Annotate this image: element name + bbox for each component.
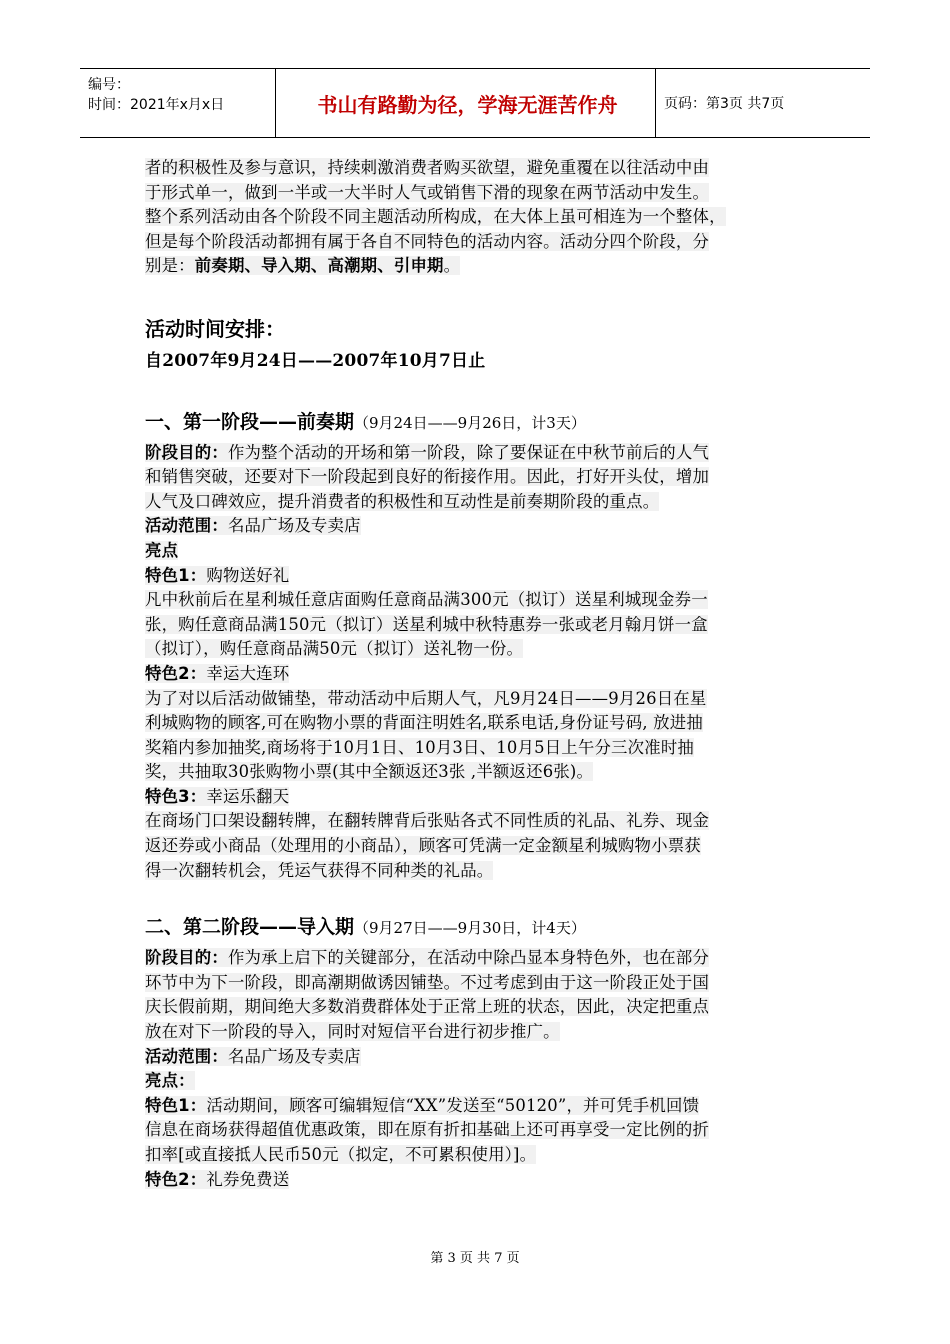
purpose-label: 阶段目的： [145, 442, 228, 462]
feature-label: 特色2： [145, 663, 207, 683]
feature-title: 幸运乐翻天 [206, 786, 290, 806]
intro-line: 别是： [145, 256, 195, 276]
stage2-heading [145, 913, 815, 942]
intro-line: 者的积极性及参与意识，持续刺激消费者购买欲望，避免重覆在以往活动中由 [145, 158, 710, 177]
feature-label: 特色1： [145, 565, 207, 585]
scope-value: 名品广场及专卖店 [227, 1046, 361, 1066]
feature-text [145, 1094, 815, 1168]
purpose-line: 作为整个活动的开场和第一阶段，除了要保证在中秋节前后的人气 [227, 442, 710, 462]
feature-line: 返还券或小商品（处理用的小商品），顾客可凭满一定金额星利城购物小票获 [145, 836, 701, 856]
purpose-line: 庆长假前期，期间绝大多数消费群体处于正常上班的状态，因此，决定把重点 [145, 997, 710, 1017]
feature-line: 在商场门口架设翻转牌，在翻转牌背后张贴各式不同性质的礼品、礼券、现金 [145, 811, 710, 831]
feature-line: 张，购任意商品满150元（拟订）送星利城中秋特惠券一张或老月翰月饼一盒 [145, 614, 708, 634]
feature-heading [145, 662, 815, 687]
scope-label: 活动范围： [145, 516, 228, 536]
intro-line: 于形式单一，做到一半或一大半时人气或销售下滑的现象在两节活动中发生。 [145, 182, 710, 202]
feature-line: （拟订），购任意商品满50元（拟订）送礼物一份。 [145, 639, 524, 659]
number-label: 编号： [88, 77, 130, 93]
intro-stages: 前奏期、导入期、高潮期、引申期 [194, 256, 444, 276]
stage2-purpose [145, 946, 815, 1044]
feature-text [145, 588, 815, 662]
scope-label: 活动范围： [145, 1046, 228, 1066]
purpose-line: 环节中为下一阶段，即高潮期做诱因铺垫。不过考虑到由于这一阶段正处于国 [145, 972, 710, 992]
schedule-title: 活动时间安排： [145, 316, 285, 341]
feature-heading [145, 785, 815, 810]
feature-label: 特色1： [145, 1095, 207, 1115]
intro-end: 。 [443, 256, 461, 276]
feature-line: 奖箱内参加抽奖,商场将于10月1日、10月3日、10月5日上午分三次准时抽 [145, 737, 695, 757]
header-motto: 书山有路勤为径，学海无涯苦作舟 [317, 92, 618, 117]
header-meta [88, 75, 224, 115]
stage1-title: 一、第一阶段——前奏期 [145, 410, 355, 433]
time-label: 时间：2021年x月x日 [88, 97, 225, 113]
purpose-line: 放在对下一阶段的导入，同时对短信平台进行初步推广。 [145, 1022, 560, 1042]
purpose-label: 阶段目的： [145, 948, 228, 968]
header-page-info: 页码：第3页 共7页 [664, 96, 785, 112]
stage1-heading [145, 408, 815, 437]
page-header [80, 68, 870, 138]
stage2-subtitle: （9月27日——9月30日，计4天） [354, 919, 586, 938]
feature-line: 利城购物的顾客,可在购物小票的背面注明姓名,联系电话,身份证号码, 放进抽 [145, 713, 703, 733]
feature-line: 奖，共抽取30张购物小票(其中全额返还3张 ,半额返还6张)。 [145, 762, 594, 782]
stage1-subtitle: （9月24日——9月26日，计3天） [354, 413, 586, 432]
feature-label: 特色2： [145, 1169, 207, 1189]
feature-line: 为了对以后活动做铺垫，带动活动中后期人气，凡9月24日——9月26日在星 [145, 688, 707, 708]
purpose-line: 和销售突破，还要对下一阶段起到良好的衔接作用。因此，打好开头仗，增加 [145, 467, 710, 487]
scope-value: 名品广场及专卖店 [227, 516, 361, 536]
feature-heading [145, 1168, 815, 1193]
intro-paragraph [145, 156, 815, 279]
feature-line: 得一次翻转机会，凭运气获得不同种类的礼品。 [145, 860, 494, 880]
feature-label: 特色3： [145, 786, 207, 806]
feature-line: 扣率[或直接抵人民币50元（拟定，不可累积使用）]。 [145, 1145, 537, 1164]
intro-line: 但是每个阶段活动都拥有属于各自不同特色的活动内容。活动分四个阶段，分 [145, 231, 710, 251]
feature-line: 活动期间，顾客可编辑短信“XX”发送至“50120”，并可凭手机回馈 [206, 1095, 700, 1115]
intro-line: 整个系列活动由各个阶段不同主题活动所构成，在大体上虽可相连为一个整体， [145, 207, 726, 227]
schedule-range: 自2007年9月24日——2007年10月7日止 [145, 350, 486, 371]
page-footer: 第 3 页 共 7 页 [430, 1251, 520, 1266]
highlights-label: 亮点： [145, 1071, 195, 1091]
divider [655, 69, 656, 137]
document-body [145, 156, 815, 1192]
stage1-highlights [145, 539, 815, 564]
highlights-label: 亮点 [145, 540, 179, 560]
feature-line: 凡中秋前后在星利城任意店面购任意商品满300元（拟订）送星利城现金券一 [145, 590, 708, 610]
feature-title: 礼券免费送 [206, 1169, 290, 1189]
feature-heading [145, 564, 815, 589]
feature-text [145, 809, 815, 883]
stage2-highlights [145, 1069, 815, 1094]
feature-title: 幸运大连环 [206, 663, 290, 683]
divider [275, 69, 276, 137]
feature-title: 购物送好礼 [206, 565, 290, 585]
feature-text [145, 687, 815, 785]
stage2-title: 二、第二阶段——导入期 [145, 916, 355, 939]
purpose-line: 作为承上启下的关键部分，在活动中除凸显本身特色外，也在部分 [227, 948, 710, 968]
purpose-line: 人气及口碑效应，提升消费者的积极性和互动性是前奏期阶段的重点。 [145, 491, 660, 511]
stage1-purpose [145, 441, 815, 515]
stage2-scope [145, 1045, 815, 1070]
feature-line: 信息在商场获得超值优惠政策，即在原有折扣基础上还可再享受一定比例的折 [145, 1120, 710, 1140]
stage1-scope [145, 514, 815, 539]
